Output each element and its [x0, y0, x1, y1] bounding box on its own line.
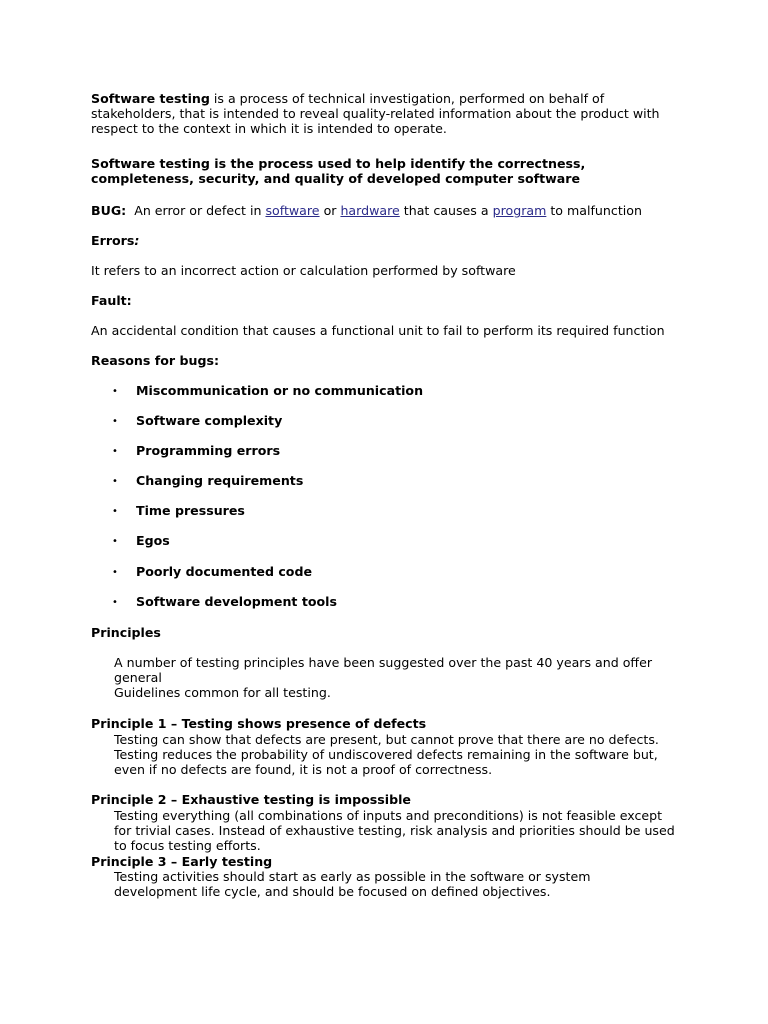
- errors-heading: [91, 233, 691, 248]
- program-link[interactable]: program: [492, 203, 547, 218]
- list-item-text: Egos: [136, 533, 170, 548]
- definition-paragraph: [91, 156, 611, 186]
- intro-paragraph: [91, 91, 691, 136]
- fault-text: An accidental condition that causes a functional unit to fail to perform its required function: [91, 323, 665, 338]
- fault-heading-text: Fault:: [91, 293, 132, 308]
- list-item-text: Poorly documented code: [136, 564, 313, 579]
- errors-colon: :: [134, 233, 140, 248]
- principle-1-line: Testing can show that defects are present, but cannot prove that there are no defects.: [114, 732, 659, 747]
- bullet-icon: •: [112, 386, 118, 397]
- bullet-icon: •: [112, 476, 118, 487]
- principle-1-title-text: Principle 1 – Testing shows presence of defects: [91, 716, 427, 731]
- list-item-text: Software development tools: [136, 594, 337, 609]
- reasons-heading: [91, 353, 691, 368]
- bullet-icon: •: [112, 416, 118, 427]
- principle-1-title: [91, 716, 691, 731]
- list-item: [112, 533, 170, 549]
- list-item: [112, 443, 280, 459]
- principles-intro: [114, 655, 690, 700]
- principle-2-title: [91, 792, 691, 807]
- list-item-text: Changing requirements: [136, 473, 304, 488]
- principles-heading-text: Principles: [91, 625, 161, 640]
- principle-1-line: Testing reduces the probability of undiscovered defects remaining in the software but,: [114, 747, 658, 762]
- bug-label: BUG:: [91, 203, 127, 218]
- list-item-text: Software complexity: [136, 413, 283, 428]
- list-item-text: Programming errors: [136, 443, 281, 458]
- list-item: [112, 473, 303, 489]
- principle-2-title-text: Principle 2 – Exhaustive testing is impossible: [91, 792, 411, 807]
- principles-intro-line: A number of testing principles have been suggested over the past 40 years and offer: [114, 655, 653, 670]
- principles-intro-line: general: [114, 670, 162, 685]
- principle-2-body: [114, 808, 690, 853]
- list-item: [112, 594, 337, 610]
- principle-3-title: [91, 854, 691, 869]
- principle-2-line: to focus testing efforts.: [114, 838, 261, 853]
- bug-text-post: to malfunction: [546, 203, 642, 218]
- list-item: [112, 564, 312, 580]
- principle-1-line: even if no defects are found, it is not a proof of correctness.: [114, 762, 493, 777]
- errors-heading-text: Errors: [91, 233, 135, 248]
- bug-text-mid1: or: [319, 203, 341, 218]
- principle-1-body: [114, 732, 690, 777]
- principle-2-line: for trivial cases. Instead of exhaustive testing, risk analysis and priorities should be used: [114, 823, 675, 838]
- principle-3-title-text: Principle 3 – Early testing: [91, 854, 273, 869]
- hardware-link[interactable]: hardware: [340, 203, 400, 218]
- bullet-icon: •: [112, 536, 118, 547]
- intro-term: Software testing: [91, 91, 210, 106]
- list-item: [112, 503, 245, 519]
- bullet-icon: •: [112, 597, 118, 608]
- bug-paragraph: [91, 203, 691, 218]
- principle-2-line: Testing everything (all combinations of inputs and preconditions) is not feasible except: [114, 808, 663, 823]
- principle-3-body: [114, 869, 690, 899]
- bug-text-pre: An error or defect in: [126, 203, 266, 218]
- principle-3-line: Testing activities should start as early as possible in the software or system: [114, 869, 591, 884]
- software-link[interactable]: software: [265, 203, 320, 218]
- principles-heading: [91, 625, 691, 640]
- fault-heading: [91, 293, 691, 308]
- intro-text: is a process of technical investigation, performed on behalf of stakeholders, that is intended to reveal quality-related information about the product with respect to the context in which it is intended to operate.: [91, 91, 660, 136]
- principle-3-line: development life cycle, and should be focused on defined objectives.: [114, 884, 551, 899]
- list-item: [112, 383, 423, 399]
- bullet-icon: •: [112, 567, 118, 578]
- bullet-icon: •: [112, 446, 118, 457]
- bug-text-mid2: that causes a: [399, 203, 493, 218]
- errors-text: It refers to an incorrect action or calculation performed by software: [91, 263, 516, 278]
- definition-text: Software testing is the process used to help identify the correctness, completeness, security, and quality of developed computer software: [91, 156, 586, 186]
- bullet-icon: •: [112, 506, 118, 517]
- reasons-heading-text: Reasons for bugs:: [91, 353, 219, 368]
- list-item-text: Miscommunication or no communication: [136, 383, 424, 398]
- list-item: [112, 413, 282, 429]
- list-item-text: Time pressures: [136, 503, 245, 518]
- principles-intro-line: Guidelines common for all testing.: [114, 685, 331, 700]
